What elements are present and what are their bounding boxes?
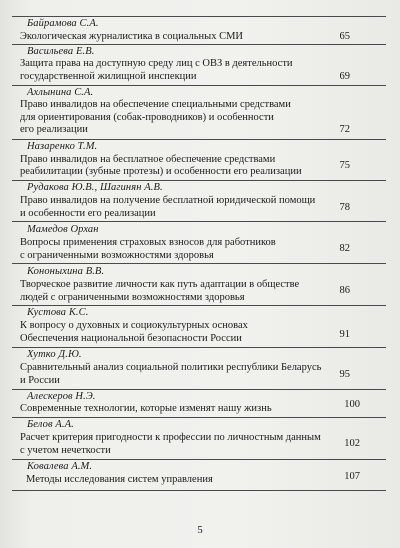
toc-page-number: 72 bbox=[339, 124, 350, 135]
toc-page-number: 102 bbox=[344, 438, 360, 449]
toc-title-line: Сравнительный анализ социальной политики республики Беларусь bbox=[20, 362, 322, 373]
toc-title-line: государственной жилищной инспекции bbox=[20, 71, 197, 82]
toc-page-number: 78 bbox=[339, 202, 350, 213]
divider bbox=[12, 347, 386, 348]
toc-page-number: 100 bbox=[344, 399, 360, 410]
divider bbox=[12, 44, 386, 45]
toc-title-line: К вопросу о духовных и социокультурных основах bbox=[20, 320, 248, 331]
toc-author: Ковалева А.М. bbox=[27, 461, 93, 472]
divider bbox=[12, 221, 386, 222]
toc-author: Байрамова С.А. bbox=[27, 18, 99, 29]
divider bbox=[12, 417, 386, 418]
toc-author: Ахлынина С.А. bbox=[27, 87, 94, 98]
toc-page-number: 107 bbox=[344, 471, 360, 482]
toc-author: Назаренко Т.М. bbox=[27, 141, 98, 152]
divider bbox=[12, 139, 386, 140]
divider bbox=[12, 85, 386, 86]
toc-title-line: людей с ограниченными возможностями здоровья bbox=[20, 292, 245, 303]
toc-author: Кустова К.С. bbox=[27, 307, 89, 318]
divider bbox=[12, 180, 386, 181]
toc-title-line: с учетом нечеткости bbox=[20, 445, 111, 456]
toc-title-line: с ограниченными возможностями здоровья bbox=[20, 250, 214, 261]
toc-page-number: 65 bbox=[339, 31, 350, 42]
toc-title-line: и особенности его реализации bbox=[20, 208, 156, 219]
divider bbox=[12, 16, 386, 17]
toc-page-number: 95 bbox=[339, 369, 350, 380]
divider bbox=[12, 490, 386, 491]
divider bbox=[12, 389, 386, 390]
toc-title-line: Расчет критерия пригодности к профессии по личностным данным bbox=[20, 432, 321, 443]
divider bbox=[12, 459, 386, 460]
toc-title-line: для ориентирования (собак-проводников) и особенности bbox=[20, 112, 274, 123]
toc-author: Мамедов Орхан bbox=[27, 224, 99, 235]
toc-author: Васильева Е.В. bbox=[27, 46, 95, 57]
toc-page-number: 75 bbox=[339, 160, 350, 171]
toc-title-line: Вопросы применения страховых взносов для работников bbox=[20, 237, 276, 248]
toc-title-line: Экологическая журналистика в социальных СМИ bbox=[20, 31, 244, 42]
toc-title-line: его реализации bbox=[20, 124, 88, 135]
toc-title-line: Современные технологии, которые изменят нашу жизнь bbox=[20, 403, 272, 414]
toc-author: Алескеров Н.Э. bbox=[27, 391, 96, 402]
toc-page-number: 69 bbox=[339, 71, 350, 82]
page-number: 5 bbox=[197, 524, 203, 536]
toc-title-line: Защита права на доступную среду лиц с ОВЗ в деятельности bbox=[20, 58, 293, 69]
divider bbox=[12, 263, 386, 264]
toc-page-number: 82 bbox=[339, 243, 350, 254]
toc-title-line: Право инвалидов на бесплатное обеспечение средствами bbox=[20, 154, 276, 165]
toc-title-line: Право инвалидов на обеспечение специальными средствами bbox=[20, 99, 291, 110]
toc-author: Хутко Д.Ю. bbox=[27, 349, 82, 360]
toc-title-line: Право инвалидов на получение бесплатной юридической помощи bbox=[20, 195, 316, 206]
toc-author: Белов А.А. bbox=[27, 419, 74, 430]
toc-title-line: реабилитации (зубные протезы) и особенности его реализации bbox=[20, 166, 302, 177]
toc-title-line: и России bbox=[20, 375, 60, 386]
toc-title-line: Обеспечения национальной безопасности России bbox=[20, 333, 242, 344]
toc-author: Кононыхина В.В. bbox=[27, 266, 105, 277]
toc-page-number: 86 bbox=[339, 285, 350, 296]
toc-title-line: Творческое развитие личности как путь адаптации в обществе bbox=[20, 279, 300, 290]
toc-page-number: 91 bbox=[339, 329, 350, 340]
divider bbox=[12, 305, 386, 306]
toc-author: Рудакова Ю.В., Шагинян А.В. bbox=[27, 182, 163, 193]
toc-title-line: Методы исследования систем управления bbox=[26, 474, 213, 485]
